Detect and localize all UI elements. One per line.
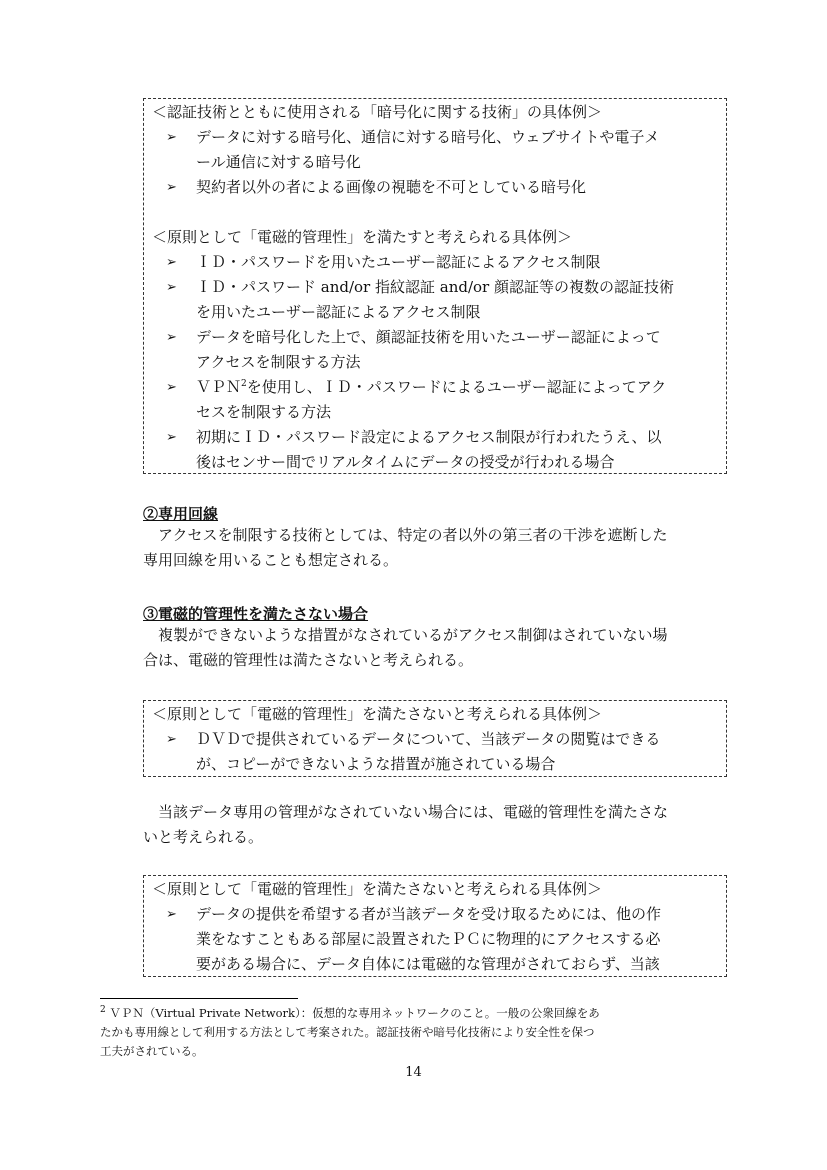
section-heading-dedicated-line: ②専用回線 bbox=[143, 505, 219, 523]
box-title: ＜原則として「電磁的管理性」を満たさないと考えられる具体例＞ bbox=[152, 705, 603, 723]
box-subtitle: ＜原則として「電磁的管理性」を満たすと考えられる具体例＞ bbox=[152, 228, 573, 246]
footnote-ref[interactable]: 2 bbox=[241, 379, 247, 389]
bullet-icon: ➢ bbox=[166, 255, 177, 270]
list-item: データに対する暗号化、通信に対する暗号化、ウェブサイトや電子メ bbox=[196, 128, 660, 146]
bullet-icon: ➢ bbox=[166, 732, 177, 747]
footnote-line: たかも専用線として利用する方法として考案された。認証技術や暗号化技術により安全性を保つ bbox=[100, 1025, 595, 1039]
footnote-rule bbox=[100, 998, 298, 999]
box-title: ＜認証技術とともに使用される「暗号化に関する技術」の具体例＞ bbox=[152, 103, 603, 121]
list-item: 初期にＩＤ・パスワード設定によるアクセス制限が行われたうえ、以 bbox=[196, 428, 662, 446]
list-item: ＤＶＤで提供されているデータについて、当該データの閲覧はできる bbox=[196, 730, 661, 748]
list-item-cont: セスを制限する方法 bbox=[196, 403, 332, 421]
example-box-pc-access bbox=[143, 875, 727, 977]
bullet-icon: ➢ bbox=[166, 280, 177, 295]
list-item-cont: が、コピーができないような措置が施されている場合 bbox=[196, 755, 556, 773]
list-item: ＩＤ・パスワードを用いたユーザー認証によるアクセス制限 bbox=[196, 253, 601, 271]
list-item-cont: 後はセンサー間でリアルタイムにデータの授受が行われる場合 bbox=[196, 453, 615, 471]
example-box-encryption bbox=[143, 98, 727, 474]
paragraph-line: 専用回線を用いることも想定される。 bbox=[143, 551, 399, 569]
list-item: 契約者以外の者による画像の視聴を不可としている暗号化 bbox=[196, 178, 587, 196]
list-item-cont: を用いたユーザー認証によるアクセス制限 bbox=[196, 303, 481, 321]
list-item-cont: ール通信に対する暗号化 bbox=[196, 153, 361, 171]
list-item: ＩＤ・パスワード and/or 指紋認証 and/or 顔認証等の複数の認証技術 bbox=[196, 278, 674, 296]
bullet-icon: ➢ bbox=[166, 130, 177, 145]
list-item-cont: 要がある場合に、データ自体には電磁的な管理がされておらず、当該 bbox=[196, 955, 660, 973]
vpn-text: ＶＰＮ bbox=[196, 378, 242, 396]
paragraph-line: アクセスを制限する技術としては、特定の者以外の第三者の干渉を遮断した bbox=[158, 526, 668, 544]
bullet-icon: ➢ bbox=[166, 907, 177, 922]
paragraph-line: 当該データ専用の管理がなされていない場合には、電磁的管理性を満たさな bbox=[158, 803, 669, 821]
bullet-icon: ➢ bbox=[166, 180, 177, 195]
paragraph-line: いと考えられる。 bbox=[143, 828, 264, 846]
vpn-text-rest: を使用し、ＩＤ・パスワードによるユーザー認証によってアク bbox=[246, 378, 667, 396]
list-item-cont: アクセスを制限する方法 bbox=[196, 353, 361, 371]
footnote-text: ＶＰＮ（Virtual Private Network）：仮想的な専用ネットワークのこと。一般の公衆回線をあ bbox=[109, 1006, 600, 1020]
box-title: ＜原則として「電磁的管理性」を満たさないと考えられる具体例＞ bbox=[152, 880, 603, 898]
list-item bbox=[196, 375, 666, 400]
bullet-icon: ➢ bbox=[166, 430, 177, 445]
example-box-dvd bbox=[143, 700, 727, 777]
section-heading-not-satisfied: ③電磁的管理性を満たさない場合 bbox=[143, 605, 369, 623]
footnote-line bbox=[100, 1004, 600, 1023]
paragraph-line: 複製ができないような措置がなされているがアクセス制御はされていない場 bbox=[158, 626, 668, 644]
list-item: データの提供を希望する者が当該データを受け取るためには、他の作 bbox=[196, 905, 662, 923]
list-item-cont: 業をなすこともある部屋に設置されたＰＣに物理的にアクセスする必 bbox=[196, 930, 661, 948]
bullet-icon: ➢ bbox=[166, 330, 177, 345]
paragraph-line: 合は、電磁的管理性は満たさないと考えられる。 bbox=[143, 651, 474, 669]
list-item: データを暗号化した上で、顔認証技術を用いたユーザー認証によって bbox=[196, 328, 661, 346]
bullet-icon: ➢ bbox=[166, 380, 177, 395]
footnote-line: 工夫がされている。 bbox=[100, 1044, 204, 1058]
page-number: 14 bbox=[405, 1065, 422, 1080]
footnote-mark: 2 bbox=[100, 1005, 106, 1016]
